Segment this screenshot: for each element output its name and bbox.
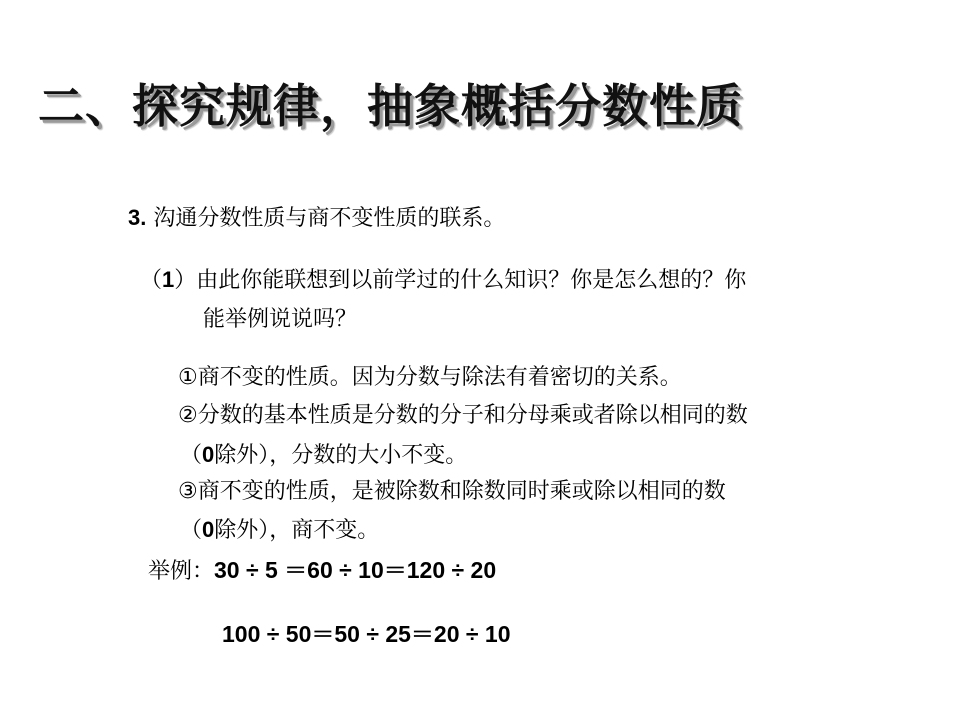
example-equation-2: 100 ÷ 50＝50 ÷ 25＝20 ÷ 10	[222, 621, 511, 647]
heading-number: 3.	[128, 205, 147, 230]
question-line-1	[140, 266, 746, 295]
zero: 0	[202, 442, 215, 467]
answer-2-cont-text: 除外），分数的大小不变。	[214, 443, 468, 468]
example-equation-1: 30 ÷ 5 ＝60 ÷ 10＝120 ÷ 20	[214, 557, 497, 583]
example-label: 举例：	[148, 559, 215, 584]
question-text: ）由此你能联想到以前学过的什么知识？你是怎么想的？你	[174, 268, 747, 293]
answer-3-cont-text: 除外），商不变。	[214, 518, 380, 543]
heading-text: 沟通分数性质与商不变性质的联系。	[146, 206, 506, 231]
answer-3-cont	[180, 516, 379, 545]
paren: （	[180, 518, 203, 543]
answer-1: ①商不变的性质。因为分数与除法有着密切的关系。	[178, 365, 682, 390]
question-paren: （	[140, 268, 163, 293]
slide-title: 二、探究规律，抽象概括分数性质	[38, 79, 743, 133]
answer-2-cont	[180, 441, 467, 470]
question-line-2: 能举例说说吗？	[203, 307, 358, 332]
answer-2: ②分数的基本性质是分数的分子和分母乘或者除以相同的数	[178, 403, 748, 428]
example-line-1	[148, 556, 496, 586]
example-line-2	[222, 620, 511, 650]
zero: 0	[202, 517, 215, 542]
section-heading	[128, 204, 505, 233]
answer-3: ③商不变的性质，是被除数和除数同时乘或除以相同的数	[178, 479, 726, 504]
paren: （	[180, 443, 203, 468]
question-number: 1	[162, 267, 175, 292]
